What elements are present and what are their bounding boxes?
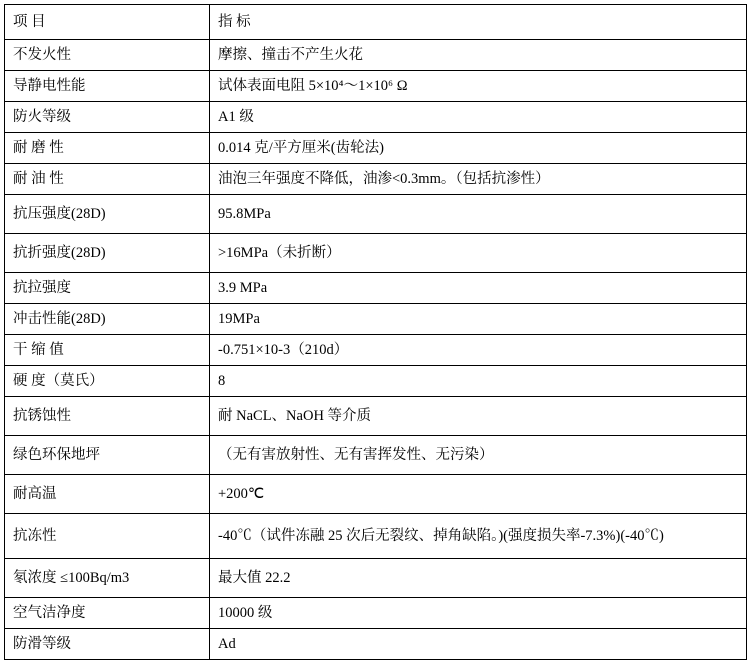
table-row [5,629,747,660]
row-label: 空气洁净度 [5,598,210,629]
table-row [5,133,747,164]
row-label: 防滑等级 [5,629,210,660]
row-value: >16MPa（未折断） [210,234,747,273]
row-value: 95.8MPa [210,195,747,234]
table-row [5,397,747,436]
row-value: （无有害放射性、无有害挥发性、无污染） [210,436,747,475]
row-value: 最大值 22.2 [210,559,747,598]
table-row [5,273,747,304]
row-value: 摩擦、撞击不产生火花 [210,40,747,71]
row-label: 耐 磨 性 [5,133,210,164]
row-label: 抗冻性 [5,514,210,559]
row-label: 抗锈蚀性 [5,397,210,436]
table-row [5,304,747,335]
row-value: 10000 级 [210,598,747,629]
row-value: -40℃（试件冻融 25 次后无裂纹、掉角缺陷。)(强度损失率-7.3%)(-40℃) [210,514,747,559]
table-row [5,164,747,195]
row-value: 8 [210,366,747,397]
row-label: 耐高温 [5,475,210,514]
table-row [5,234,747,273]
row-label: 绿色环保地坪 [5,436,210,475]
row-value: -0.751×10-3（210d） [210,335,747,366]
row-value: +200℃ [210,475,747,514]
row-label: 耐 油 性 [5,164,210,195]
specification-table [4,4,747,660]
table-row [5,475,747,514]
row-label: 导静电性能 [5,71,210,102]
table-row [5,559,747,598]
row-label: 抗折强度(28D) [5,234,210,273]
table-row [5,436,747,475]
row-value: A1 级 [210,102,747,133]
row-value: Ad [210,629,747,660]
row-value: 耐 NaCL、NaOH 等介质 [210,397,747,436]
table-row [5,366,747,397]
row-value: 油泡三年强度不降低，油渗<0.3mm。（包括抗渗性） [210,164,747,195]
column-header-item: 项 目 [5,5,210,40]
table-row [5,598,747,629]
column-header-index: 指 标 [210,5,747,40]
row-label: 冲击性能(28D) [5,304,210,335]
table-row [5,40,747,71]
table-row [5,195,747,234]
row-value: 0.014 克/平方厘米(齿轮法) [210,133,747,164]
row-label: 抗压强度(28D) [5,195,210,234]
table-row [5,514,747,559]
table-row [5,335,747,366]
row-value: 3.9 MPa [210,273,747,304]
table-body [5,5,747,660]
row-value: 试体表面电阻 5×10⁴～1×10⁶ Ω [210,71,747,102]
row-label: 氡浓度 ≤100Bq/m3 [5,559,210,598]
table-row [5,102,747,133]
row-label: 硬 度（莫氏） [5,366,210,397]
table-header-row [5,5,747,40]
row-label: 干 缩 值 [5,335,210,366]
table-row [5,71,747,102]
row-value: 19MPa [210,304,747,335]
row-label: 不发火性 [5,40,210,71]
row-label: 抗拉强度 [5,273,210,304]
row-label: 防火等级 [5,102,210,133]
